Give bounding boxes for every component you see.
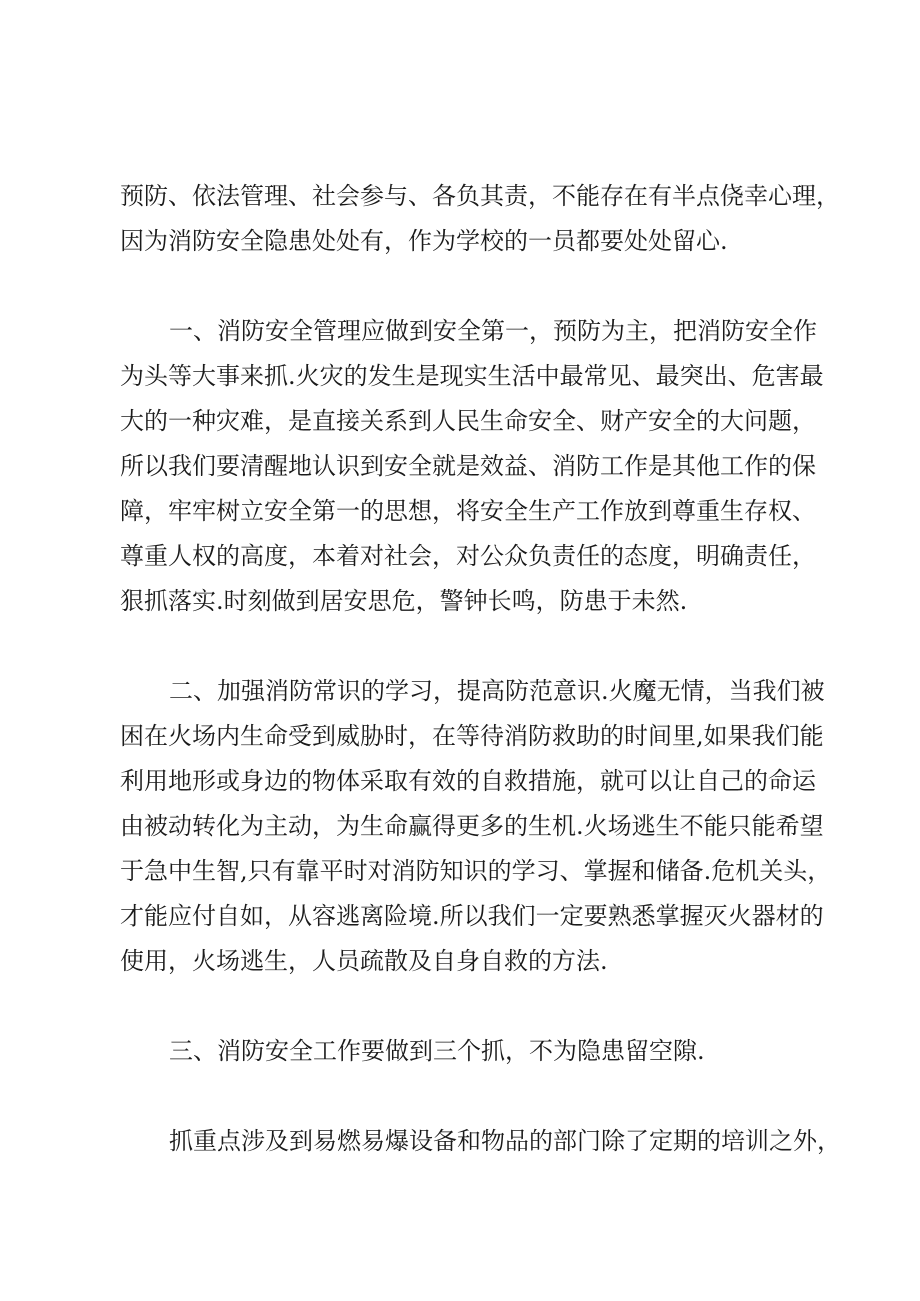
text-line: 为头等大事来抓.火灾的发生是现实生活中最常见、最突出、危害最 [120,362,824,390]
text-line: 三、消防安全工作要做到三个抓，不为隐患留空隙. [169,1037,705,1065]
text-line: 于急中生智,只有靠平时对消防知识的学习、掌握和储备.危机关头， [120,857,832,885]
text-line: 二、加强消防常识的学习，提高防范意识.火魔无情，当我们被 [169,677,825,705]
text-line: 尊重人权的高度，本着对社会，对公众负责任的态度，明确责任， [120,542,816,570]
text-line: 一、消防安全管理应做到安全第一，预防为主，把消防安全作 [169,317,817,345]
text-line: 狠抓落实.时刻做到居安思危，警钟长鸣，防患于未然. [120,587,688,615]
text-line: 困在火场内生命受到威胁时，在等待消防救助的时间里,如果我们能 [120,722,824,750]
text-line: 利用地形或身边的物体采取有效的自救措施，就可以让自己的命运 [120,767,816,795]
text-line: 因为消防安全隐患处处有，作为学校的一员都要处处留心. [120,227,728,255]
text-line: 障，牢牢树立安全第一的思想，将安全生产工作放到尊重生存权、 [120,497,816,525]
text-line: 使用，火场逃生，人员疏散及自身自救的方法. [120,947,608,975]
text-line: 抓重点涉及到易燃易爆设备和物品的部门除了定期的培训之外， [169,1127,841,1155]
text-line: 所以我们要清醒地认识到安全就是效益、消防工作是其他工作的保 [120,452,816,480]
text-line: 大的一种灾难，是直接关系到人民生命安全、财产安全的大问题， [120,407,816,435]
text-line: 由被动转化为主动，为生命赢得更多的生机.火场逃生不能只能希望 [120,812,824,840]
text-line: 预防、依法管理、社会参与、各负其责，不能存在有半点侥幸心理， [120,182,840,210]
text-line: 才能应付自如，从容逃离险境.所以我们一定要熟悉掌握灭火器材的 [120,902,824,930]
